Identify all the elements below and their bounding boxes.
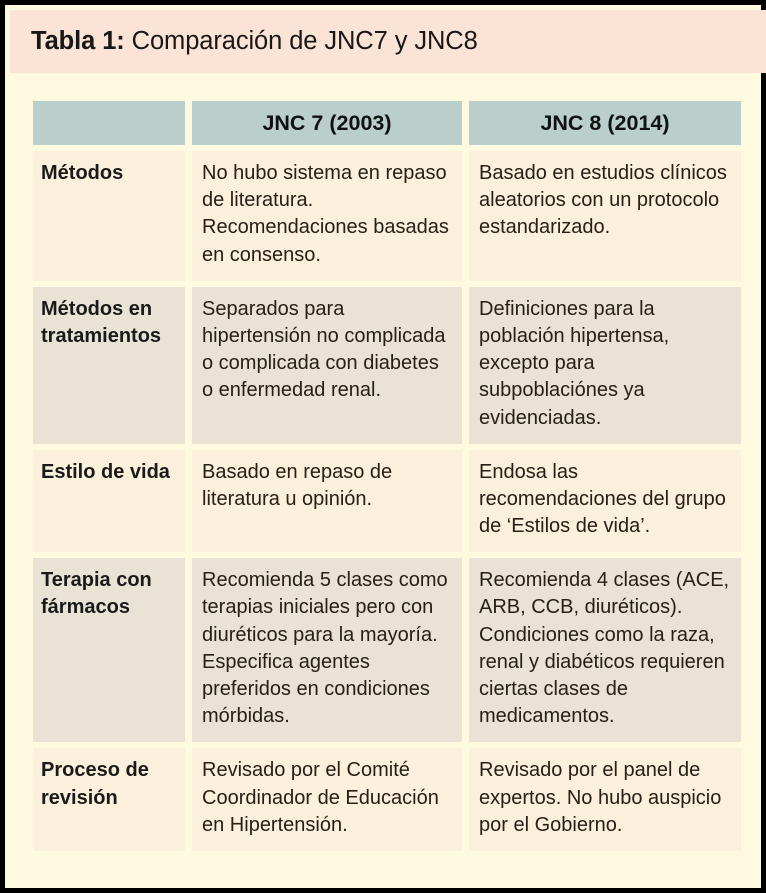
table-row bbox=[33, 558, 741, 742]
cell-jnc7-estilo-de-vida: Basado en repaso de literatura u opinión. bbox=[192, 450, 462, 553]
table-row bbox=[33, 450, 741, 553]
cell-jnc7-metodos-en-tratamientos: Separados para hipertensión no complicada o complicada con diabetes o enfermedad renal. bbox=[192, 287, 462, 444]
cell-jnc7-terapia-con-farmacos: Recomienda 5 clases como terapias iniciales pero con diuréticos para la mayoría. Especifica agentes preferidos en condiciones mórbidas. bbox=[192, 558, 462, 742]
row-label-metodos-en-tratamientos: Métodos en tratamientos bbox=[33, 287, 185, 444]
cell-jnc8-terapia-con-farmacos: Recomienda 4 clases (ACE, ARB, CCB, diuréticos). Condiciones como la raza, renal y diabéticos requieren ciertas clases de medicamentos. bbox=[469, 558, 741, 742]
header-cell-label bbox=[33, 101, 185, 145]
cell-jnc8-proceso-de-revision: Revisado por el panel de expertos. No hubo auspicio por el Gobierno. bbox=[469, 748, 741, 851]
table-row bbox=[33, 287, 741, 444]
figure-caption-band bbox=[10, 10, 766, 73]
table-header bbox=[33, 101, 741, 145]
caption-label: Tabla 1: bbox=[31, 27, 125, 55]
cell-jnc8-metodos-en-tratamientos: Definiciones para la población hipertensa, excepto para subpoblaciónes ya evidenciadas. bbox=[469, 287, 741, 444]
cell-jnc8-metodos: Basado en estudios clínicos aleatorios con un protocolo estandarizado. bbox=[469, 151, 741, 281]
table-row bbox=[33, 151, 741, 281]
comparison-table-container bbox=[33, 101, 747, 851]
row-label-metodos: Métodos bbox=[33, 151, 185, 281]
row-label-terapia-con-farmacos: Terapia con fármacos bbox=[33, 558, 185, 742]
table-row bbox=[33, 748, 741, 851]
comparison-table bbox=[26, 95, 748, 857]
caption-title: Comparación de JNC7 y JNC8 bbox=[124, 27, 478, 55]
figure-caption bbox=[10, 27, 478, 56]
cell-jnc7-metodos: No hubo sistema en repaso de literatura. Recomendaciones basadas en consenso. bbox=[192, 151, 462, 281]
table-body bbox=[33, 151, 741, 851]
cell-jnc8-estilo-de-vida: Endosa las recomendaciones del grupo de ‘Estilos de vida’. bbox=[469, 450, 741, 553]
header-cell-jnc8: JNC 8 (2014) bbox=[469, 101, 741, 145]
table-header-row bbox=[33, 101, 741, 145]
row-label-estilo-de-vida: Estilo de vida bbox=[33, 450, 185, 553]
header-cell-jnc7: JNC 7 (2003) bbox=[192, 101, 462, 145]
cell-jnc7-proceso-de-revision: Revisado por el Comité Coordinador de Educación en Hipertensión. bbox=[192, 748, 462, 851]
row-label-proceso-de-revision: Proceso de revisión bbox=[33, 748, 185, 851]
